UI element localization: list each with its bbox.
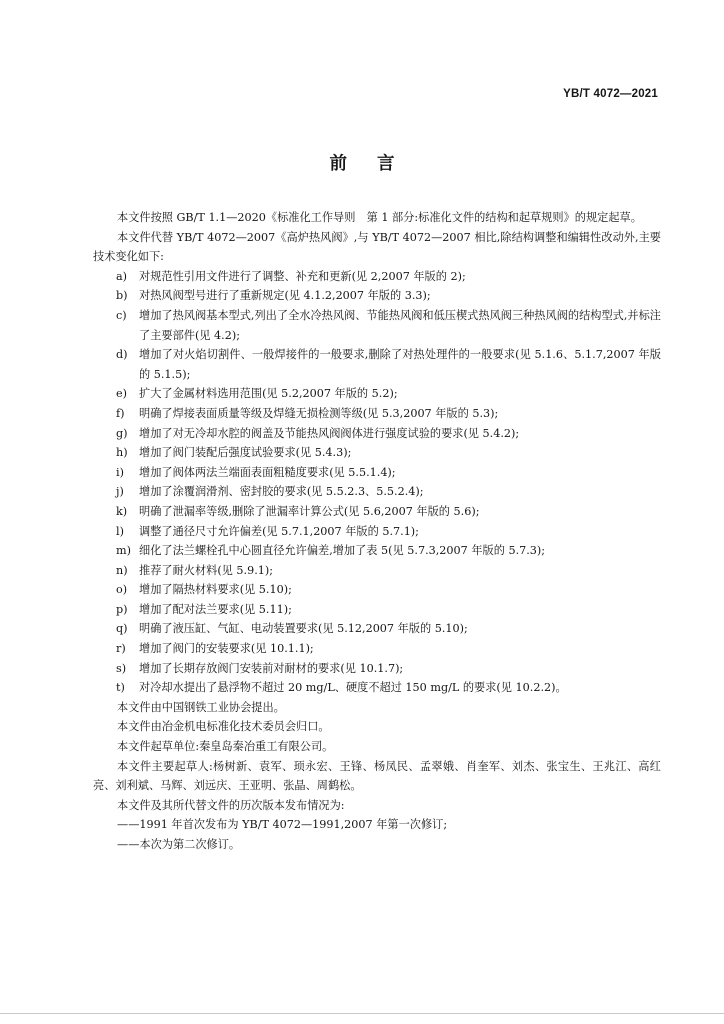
intro-paragraph: 本文件代替 YB/T 4072—2007《高炉热风阀》,与 YB/T 4072—2007 相比,除结构调整和编辑性改动外,主要技术变化如下: bbox=[93, 230, 661, 264]
list-item-label: d) bbox=[116, 348, 128, 362]
list-item-label: q) bbox=[116, 622, 128, 636]
foreword-body bbox=[93, 208, 661, 855]
standard-number: YB/T 4072—2021 bbox=[563, 88, 658, 100]
list-item-text: 增加了对火焰切割件、一般焊接件的一般要求,删除了对热处理件的一般要求(见 5.1.6、5.1.7,2007 年版的 5.1.5); bbox=[139, 348, 661, 381]
list-item bbox=[93, 541, 661, 561]
list-item-text: 明确了焊接表面质量等级及焊缝无损检测等级(见 5.3,2007 年版的 5.3); bbox=[139, 406, 499, 420]
list-item bbox=[93, 659, 661, 679]
list-item-text: 增加了阀门装配后强度试验要求(见 5.4.3); bbox=[139, 446, 352, 460]
list-item-text: 对规范性引用文件进行了调整、补充和更新(见 2,2007 年版的 2); bbox=[139, 269, 466, 283]
list-item-label: f) bbox=[116, 406, 125, 420]
history-entry: ——本次为第二次修订。 bbox=[117, 838, 241, 851]
list-item-label: c) bbox=[116, 308, 127, 322]
list-item-text: 增加了对无冷却水腔的阀盖及节能热风阀阀体进行强度试验的要求(见 5.4.2); bbox=[139, 426, 520, 440]
list-item bbox=[93, 345, 661, 384]
list-item-text: 增加了长期存放阀门安装前对耐材的要求(见 10.1.7); bbox=[139, 661, 404, 675]
intro-paragraph: 本文件按照 GB/T 1.1—2020《标准化工作导则 第 1 部分:标准化文件的结构和起草规则》的规定起草。 bbox=[117, 211, 642, 224]
list-item-label: s) bbox=[116, 661, 127, 675]
list-item bbox=[93, 404, 661, 424]
list-item-text: 增加了涂覆润滑剂、密封胶的要求(见 5.5.2.3、5.5.2.4); bbox=[139, 485, 424, 499]
list-item-text: 增加了隔热材料要求(见 5.10); bbox=[139, 583, 292, 597]
list-item bbox=[93, 639, 661, 659]
list-item bbox=[93, 267, 661, 287]
list-item-text: 对冷却水提出了悬浮物不超过 20 mg/L、硬度不超过 150 mg/L 的要求(见 10.2.2)。 bbox=[139, 681, 567, 695]
history-entry: ——1991 年首次发布为 YB/T 4072—1991,2007 年第一次修订; bbox=[117, 818, 448, 832]
list-item-label: g) bbox=[116, 426, 128, 440]
list-item-text: 对热风阀型号进行了重新规定(见 4.1.2,2007 年版的 3.3); bbox=[139, 289, 431, 303]
list-item bbox=[93, 286, 661, 306]
list-item bbox=[93, 561, 661, 581]
list-item bbox=[93, 600, 661, 620]
list-item-label: l) bbox=[116, 524, 124, 538]
history-paragraph: 本文件及其所代替文件的历次版本发布情况为: bbox=[117, 798, 345, 812]
committee-paragraph: 本文件由冶金机电标准化技术委员会归口。 bbox=[117, 720, 330, 734]
list-item bbox=[93, 482, 661, 502]
list-item-text: 增加了热风阀基本型式,列出了全水冷热风阀、节能热风阀和低压楔式热风阀三种热风阀的结构型式,并标注了主要部件(见 4.2); bbox=[139, 308, 661, 342]
technical-changes-list bbox=[93, 267, 661, 698]
list-item bbox=[93, 463, 661, 483]
page-title: 前言 bbox=[329, 154, 425, 174]
list-item-label: h) bbox=[116, 446, 128, 460]
list-item bbox=[93, 580, 661, 600]
list-item-label: p) bbox=[116, 602, 128, 616]
footer-rule bbox=[0, 1013, 724, 1014]
list-item-label: n) bbox=[116, 563, 128, 577]
list-item bbox=[93, 678, 661, 698]
list-item bbox=[93, 502, 661, 522]
drafters-paragraph: 本文件主要起草人:杨树新、袁军、顼永宏、王锋、杨凤民、孟翠娥、肖奎军、刘杰、张宝生、王兆江、高红亮、刘利斌、马辉、刘远庆、王亚明、张晶、周鹤松。 bbox=[93, 759, 661, 793]
list-item-text: 明确了泄漏率等级,删除了泄漏率计算公式(见 5.6,2007 年版的 5.6); bbox=[139, 504, 480, 518]
list-item-text: 增加了配对法兰要求(见 5.11); bbox=[139, 602, 292, 616]
drafting-unit-paragraph: 本文件起草单位:秦皇岛秦冶重工有限公司。 bbox=[117, 740, 334, 754]
list-item-text: 扩大了金属材料选用范围(见 5.2,2007 年版的 5.2); bbox=[139, 387, 398, 401]
list-item-text: 调整了通径尺寸允许偏差(见 5.7.1,2007 年版的 5.7.1); bbox=[139, 524, 419, 538]
list-item-label: e) bbox=[116, 387, 127, 401]
list-item bbox=[93, 424, 661, 444]
list-item-text: 细化了法兰螺栓孔中心圆直径允许偏差,增加了表 5(见 5.7.3,2007 年版的 5.7.3); bbox=[139, 544, 546, 558]
list-item-text: 增加了阀门的安装要求(见 10.1.1); bbox=[139, 642, 314, 656]
list-item bbox=[93, 306, 661, 345]
list-item-text: 明确了液压缸、气缸、电动装置要求(见 5.12,2007 年版的 5.10); bbox=[139, 622, 468, 636]
list-item-label: a) bbox=[116, 269, 128, 283]
list-item-text: 推荐了耐火材料(见 5.9.1); bbox=[139, 563, 274, 577]
list-item-label: o) bbox=[116, 583, 128, 597]
list-item bbox=[93, 443, 661, 463]
list-item-label: b) bbox=[116, 289, 128, 303]
list-item bbox=[93, 619, 661, 639]
list-item-label: k) bbox=[116, 504, 128, 518]
list-item-label: t) bbox=[116, 681, 125, 695]
list-item-label: r) bbox=[116, 642, 126, 656]
list-item-label: i) bbox=[116, 465, 124, 479]
list-item bbox=[93, 384, 661, 404]
list-item bbox=[93, 522, 661, 542]
list-item-label: j) bbox=[116, 485, 124, 499]
list-item-text: 增加了阀体两法兰端面表面粗糙度要求(见 5.5.1.4); bbox=[139, 465, 396, 479]
list-item-label: m) bbox=[116, 544, 131, 558]
proposer-paragraph: 本文件由中国钢铁工业协会提出。 bbox=[117, 700, 285, 714]
